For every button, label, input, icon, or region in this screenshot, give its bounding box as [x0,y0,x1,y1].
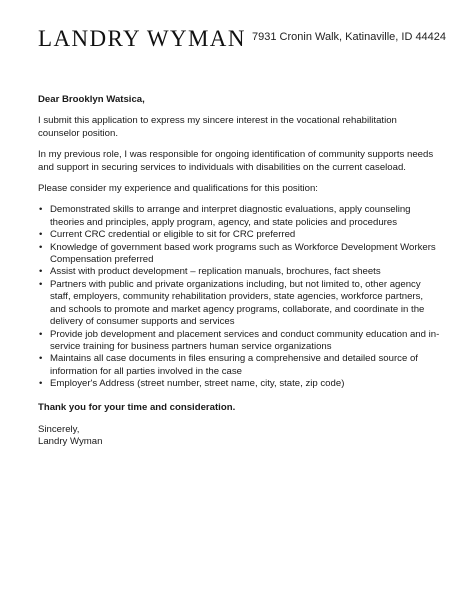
applicant-address: 7931 Cronin Walk, Katinaville, ID 44424 [252,31,447,43]
list-item-text: Maintains all case documents in files ensuring a comprehensive and detailed source of information for all parties involved in the case [50,353,418,377]
list-item [38,353,440,378]
closing-salutation: Sincerely, [38,423,80,435]
qualifications-lead-in: Please consider my experience and qualifications for this position: [38,183,318,195]
list-item-text: Employer's Address (street number, street name, city, state, zip code) [50,378,345,390]
list-item [38,242,440,267]
bullet-icon: • [39,204,43,216]
experience-paragraph: In my previous role, I was responsible for ongoing identification of community supports needs and support in securing services to individuals with disabilities on the current caseload. [38,149,434,173]
list-item-text: Provide job development and placement services and conduct community education and in-service training for business partners human service organizations [50,328,440,352]
list-item [38,229,440,241]
qualifications-list [38,204,440,390]
list-item [38,279,440,329]
bullet-icon: • [39,241,43,253]
list-item [38,204,440,229]
bullet-icon: • [39,378,43,390]
list-item-text: Knowledge of government based work programs such as Workforce Development Workers Compensation preferred [50,241,436,266]
list-item [38,378,440,390]
letter-body [38,94,440,449]
list-item [38,266,440,278]
list-item-text: Demonstrated skills to arrange and interpret diagnostic evaluations, apply counseling theories and principles, apply program, agency, and state policies and procedures [50,204,411,228]
bullet-icon: • [39,328,43,340]
applicant-name-heading: LANDRY WYMAN [38,26,246,51]
bullet-icon: • [39,353,43,365]
intro-paragraph: I submit this application to express my sincere interest in the vocational rehabilitation counselor position. [38,115,397,139]
greeting: Dear Brooklyn Watsica, [38,94,145,105]
list-item [38,329,440,354]
signature-name: Landry Wyman [38,436,103,448]
bullet-icon: • [39,278,43,290]
thank-you-line: Thank you for your time and consideration. [38,401,236,413]
list-item-text: Partners with public and private organizations including, but not limited to, other agency staff, employers, community rehabilitation providers, state agencies, workforce partners, and schools to promote and market agency programs, collaborate, and coordinate in the delivery of consumer supports and services [50,278,425,328]
list-item-text: Current CRC credential or eligible to sit for CRC preferred [50,229,296,241]
bullet-icon: • [39,229,43,241]
list-item-text: Assist with product development – replication manuals, brochures, fact sheets [50,266,381,278]
bullet-icon: • [39,266,43,278]
